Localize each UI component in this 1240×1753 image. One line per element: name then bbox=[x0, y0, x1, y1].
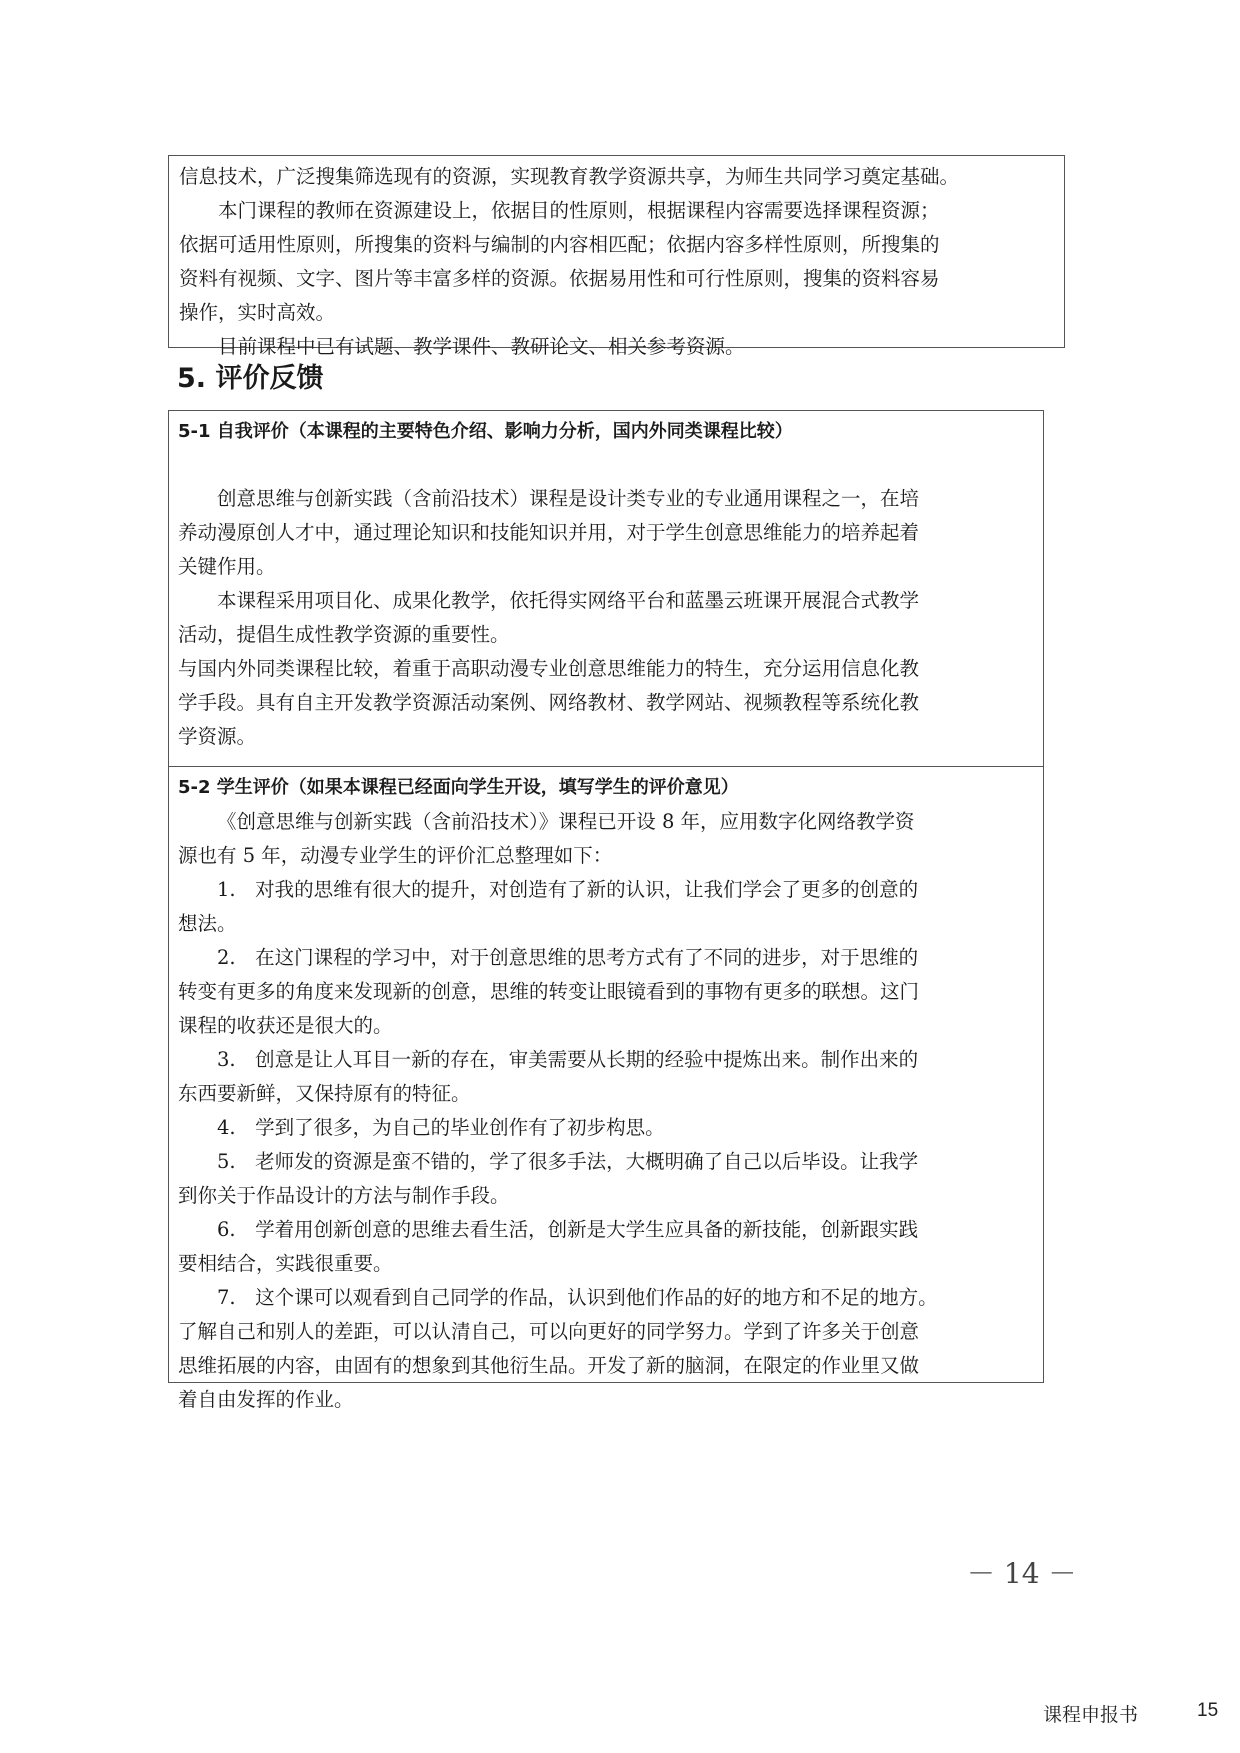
paragraph-line: 养动漫原创人才中，通过理论知识和技能知识并用，对于学生创意思维能力的培养起着 bbox=[178, 521, 920, 544]
self-evaluation-box bbox=[168, 410, 1044, 767]
paragraph-line: 操作，实时高效。 bbox=[179, 301, 336, 324]
list-item: 1. 对我的思维有很大的提升，对创造有了新的认识，让我们学会了更多的创意的 bbox=[217, 878, 919, 901]
spacer bbox=[178, 449, 1035, 482]
paragraph-line: 学资源。 bbox=[178, 725, 257, 748]
footer-page-number: 15 bbox=[1197, 1700, 1219, 1721]
list-item: 5. 老师发的资源是蛮不错的，学了很多手法，大概明确了自己以后毕设。让我学 bbox=[217, 1150, 919, 1173]
paragraph-line: 创意思维与创新实践（含前沿技术）课程是设计类专业的专业通用课程之一，在培 bbox=[217, 487, 920, 510]
paragraph-line: 本门课程的教师在资源建设上，依据目的性原则，根据课程内容需要选择课程资源； bbox=[218, 199, 940, 222]
list-item-continuation: 转变有更多的角度来发现新的创意，思维的转变让眼镜看到的事物有更多的联想。这门 bbox=[178, 980, 920, 1003]
paragraph-line: 与国内外同类课程比较，着重于高职动漫专业创意思维能力的特生，充分运用信息化教 bbox=[178, 657, 920, 680]
self-evaluation-heading: 5-1 自我评价（本课程的主要特色介绍、影响力分析，国内外同类课程比较） bbox=[178, 421, 793, 442]
section-title: 5. 评价反馈 bbox=[177, 363, 324, 394]
page-number: － 14 － bbox=[967, 1557, 1077, 1590]
student-evaluation-heading: 5-2 学生评价（如果本课程已经面向学生开设，填写学生的评价意见） bbox=[178, 777, 739, 798]
footer-title: 课程申报书 bbox=[1043, 1705, 1139, 1726]
list-item: 4. 学到了很多，为自己的毕业创作有了初步构思。 bbox=[217, 1116, 665, 1139]
list-item: 6. 学着用创新创意的思维去看生活，创新是大学生应具备的新技能，创新跟实践 bbox=[217, 1218, 919, 1241]
paragraph-line: 源也有 5 年，动漫专业学生的评价汇总整理如下： bbox=[178, 844, 613, 867]
paragraph-line: 活动，提倡生成性教学资源的重要性。 bbox=[178, 623, 510, 646]
paragraph-line: 信息技术，广泛搜集筛选现有的资源，实现教育教学资源共享，为师生共同学习奠定基础。 bbox=[179, 165, 960, 188]
paragraph-line: 目前课程中已有试题、教学课件、教研论文、相关参考资源。 bbox=[218, 335, 745, 358]
list-item-continuation: 课程的收获还是很大的。 bbox=[178, 1014, 393, 1037]
student-evaluation-box bbox=[168, 766, 1044, 1411]
list-item-continuation: 了解自己和别人的差距，可以认清自己，可以向更好的同学努力。学到了许多关于创意 bbox=[178, 1320, 920, 1343]
resource-text-box bbox=[168, 155, 1065, 358]
list-item-continuation: 思维拓展的内容，由固有的想象到其他衍生品。开发了新的脑洞，在限定的作业里又做 bbox=[178, 1354, 920, 1377]
paragraph-line: 《创意思维与创新实践（含前沿技术）》课程已开设 8 年，应用数字化网络教学资 bbox=[217, 810, 915, 833]
paragraph-line: 学手段。具有自主开发教学资源活动案例、网络教材、教学网站、视频教程等系统化教 bbox=[178, 691, 920, 714]
list-item-continuation: 东西要新鲜，又保持原有的特征。 bbox=[178, 1082, 471, 1105]
list-item: 3. 创意是让人耳目一新的存在，审美需要从长期的经验中提炼出来。制作出来的 bbox=[217, 1048, 919, 1071]
paragraph-line: 资料有视频、文字、图片等丰富多样的资源。依据易用性和可行性原则，搜集的资料容易 bbox=[179, 267, 940, 290]
list-item-continuation: 要相结合，实践很重要。 bbox=[178, 1252, 393, 1275]
list-item-continuation: 着自由发挥的作业。 bbox=[178, 1388, 354, 1411]
list-item: 2. 在这门课程的学习中，对于创意思维的思考方式有了不同的进步，对于思维的 bbox=[217, 946, 919, 969]
paragraph-line: 本课程采用项目化、成果化教学，依托得实网络平台和蓝墨云班课开展混合式教学 bbox=[217, 589, 920, 612]
paragraph-line: 关键作用。 bbox=[178, 555, 276, 578]
list-item-continuation: 到你关于作品设计的方法与制作手段。 bbox=[178, 1184, 510, 1207]
paragraph-line: 依据可适用性原则，所搜集的资料与编制的内容相匹配；依据内容多样性原则，所搜集的 bbox=[179, 233, 940, 256]
list-item: 7. 这个课可以观看到自己同学的作品，认识到他们作品的好的地方和不足的地方。 bbox=[217, 1286, 938, 1309]
list-item-continuation: 想法。 bbox=[178, 912, 237, 935]
